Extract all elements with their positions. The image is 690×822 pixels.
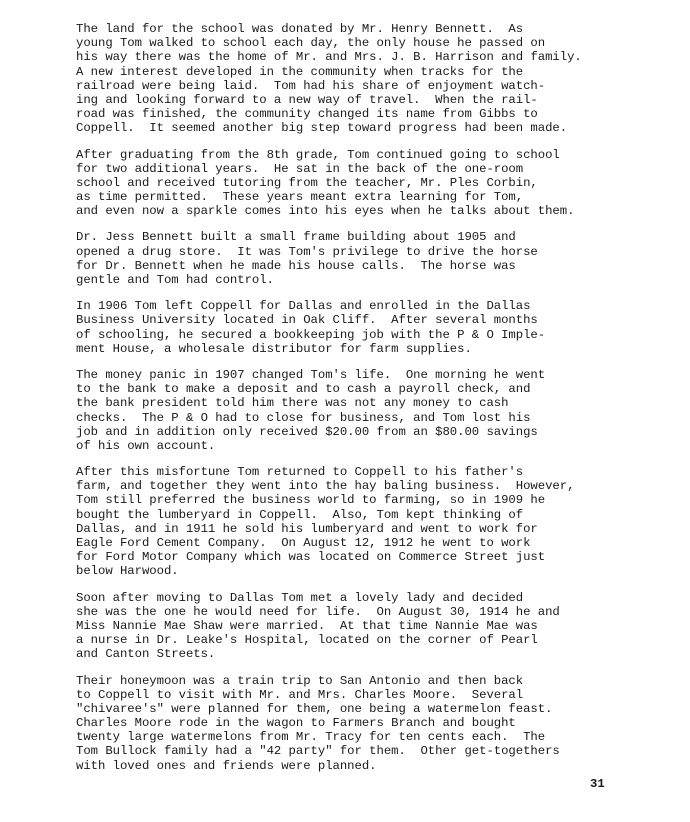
text-line: The money panic in 1907 changed Tom's life. One morning he went <box>76 367 546 382</box>
text-line: Tom Bullock family had a "42 party" for them. Other get-togethers <box>76 744 560 759</box>
text-line: ment House, a wholesale distributor for farm supplies. <box>76 341 472 356</box>
text-line: Miss Nannie Mae Shaw were married. At that time Nannie Mae was <box>76 618 538 633</box>
text-line: Tom still preferred the business world to farming, so in 1909 he <box>76 493 546 508</box>
text-line: with loved ones and friends were planned. <box>76 758 377 773</box>
text-line: a nurse in Dr. Leake's Hospital, located on the corner of Pearl <box>76 633 538 648</box>
text-line: and Canton Streets. <box>76 647 216 662</box>
text-line: Charles Moore rode in the wagon to Farmers Branch and bought <box>76 716 516 731</box>
text-line: A new interest developed in the community when tracks for the <box>76 64 524 79</box>
text-line: checks. The P & O had to close for business, and Tom lost his <box>76 410 531 425</box>
text-line: his way there was the home of Mr. and Mrs. J. B. Harrison and family. <box>76 50 582 65</box>
text-line: for Dr. Bennett when he made his house calls. The horse was <box>76 258 516 273</box>
text-line: the bank president told him there was not any money to cash <box>76 396 509 411</box>
text-line: "chivaree's" were planned for them, one being a watermelon feast. <box>76 701 553 716</box>
text-line: In 1906 Tom left Coppell for Dallas and enrolled in the Dallas <box>76 299 531 314</box>
text-line: ing and looking forward to a new way of travel. When the rail- <box>76 92 538 107</box>
text-line: school and received tutoring from the teacher, Mr. Ples Corbin, <box>76 175 538 190</box>
paragraph <box>76 368 656 453</box>
text-line: she was the one he would need for life. On August 30, 1914 he and <box>76 604 560 619</box>
text-line: young Tom walked to school each day, the only house he passed on <box>76 36 546 51</box>
text-line: railroad were being laid. Tom had his share of enjoyment watch- <box>76 78 546 93</box>
text-line: Eagle Ford Cement Company. On August 12, 1912 he went to work <box>76 536 531 550</box>
text-line: and even now a sparkle comes into his eyes when he talks about them. <box>76 204 575 219</box>
paragraph-container <box>76 22 656 773</box>
paragraph <box>76 148 656 219</box>
text-line: of schooling, he secured a bookkeeping job with the P & O Imple- <box>76 327 546 342</box>
text-line: The land for the school was donated by Mr. Henry Bennett. As <box>76 22 524 36</box>
paragraph <box>76 299 656 356</box>
text-line: to the bank to make a deposit and to cash a payroll check, and <box>76 382 531 397</box>
text-line: farm, and together they went into the hay baling business. However, <box>76 479 575 494</box>
paragraph <box>76 465 656 579</box>
text-line: to Coppell to visit with Mr. and Mrs. Charles Moore. Several <box>76 687 524 702</box>
text-line: Their honeymoon was a train trip to San Antonio and then back <box>76 673 524 688</box>
text-line: for two additional years. He sat in the back of the one-room <box>76 161 524 176</box>
text-line: Dr. Jess Bennett built a small frame building about 1905 and <box>76 230 516 245</box>
text-line: for Ford Motor Company which was located on Commerce Street just <box>76 550 546 565</box>
text-line: as time permitted. These years meant extra learning for Tom, <box>76 190 524 205</box>
text-line: road was finished, the community changed its name from Gibbs to <box>76 107 538 122</box>
paragraph <box>76 22 656 136</box>
text-line: below Harwood. <box>76 564 179 579</box>
text-line: gentle and Tom had control. <box>76 273 274 287</box>
text-line: After this misfortune Tom returned to Coppell to his father's <box>76 465 524 480</box>
text-line: opened a drug store. It was Tom's privilege to drive the horse <box>76 244 538 259</box>
text-line: Coppell. It seemed another big step toward progress had been made. <box>76 121 568 136</box>
text-line: Business University located in Oak Cliff. After several months <box>76 313 538 328</box>
text-line: Soon after moving to Dallas Tom met a lovely lady and decided <box>76 590 524 605</box>
text-line: bought the lumberyard in Coppell. Also, Tom kept thinking of <box>76 507 524 522</box>
paragraph <box>76 591 656 662</box>
document-body <box>76 22 656 785</box>
text-line: After graduating from the 8th grade, Tom continued going to school <box>76 147 560 162</box>
page-number: 31 <box>590 777 605 791</box>
text-line: job and in addition only received $20.00 from an $80.00 savings <box>76 424 538 439</box>
text-line: of his own account. <box>76 438 216 453</box>
text-line: Dallas, and in 1911 he sold his lumberyard and went to work for <box>76 521 538 536</box>
paragraph <box>76 674 656 773</box>
paragraph <box>76 230 656 287</box>
text-line: twenty large watermelons from Mr. Tracy for ten cents each. The <box>76 730 546 745</box>
